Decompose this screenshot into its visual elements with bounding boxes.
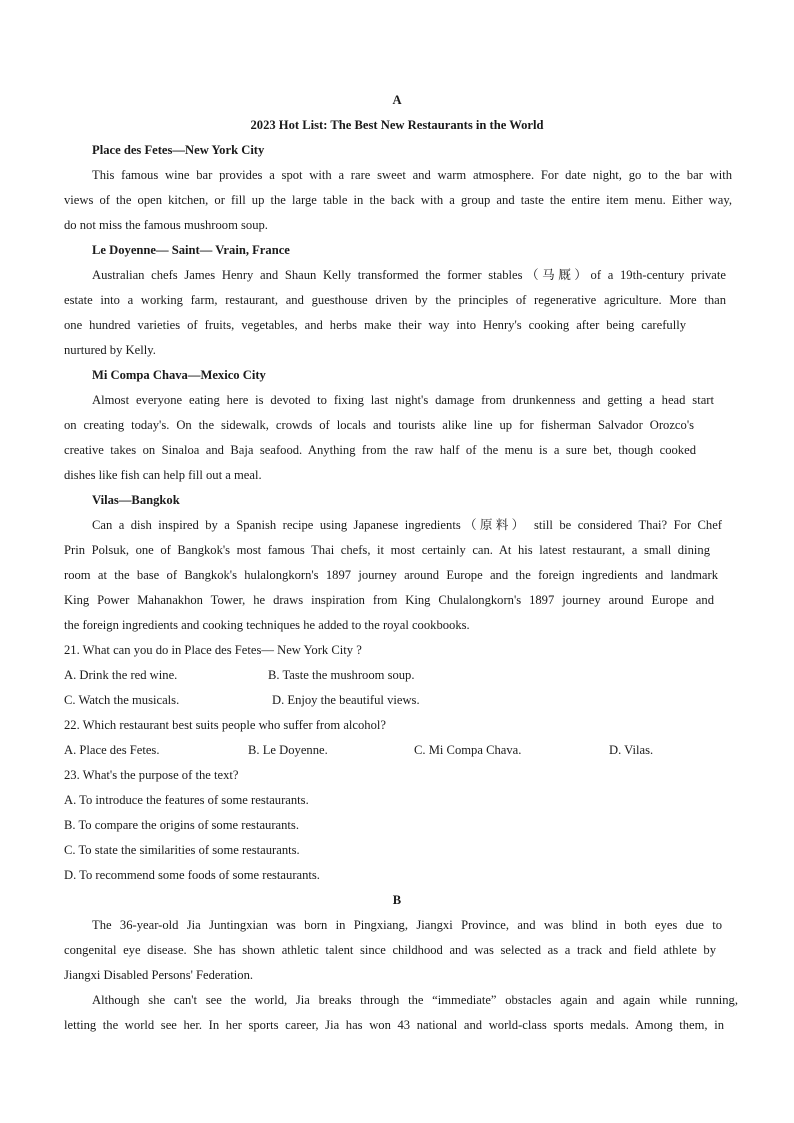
paragraph-line: letting the world see her. In her sports career, Jia has won 43 national and world-class sports medals. Among them, in — [64, 1018, 724, 1032]
paragraph-line: the foreign ingredients and cooking techniques he added to the royal cookbooks. — [64, 618, 470, 632]
answer-option[interactable]: D. To recommend some foods of some restaurants. — [64, 868, 320, 882]
answer-option[interactable]: B. Le Doyenne. — [248, 743, 328, 757]
answer-option[interactable]: C. Watch the musicals. — [64, 693, 180, 707]
paragraph-line: congenital eye disease. She has shown athletic talent since childhood and was selected as a track and field athlete by — [64, 943, 716, 957]
paragraph-line: King Power Mahanakhon Tower, he draws inspiration from King Chulalongkorn's 1897 journey around Europe and — [64, 593, 714, 607]
paragraph-line: on creating today's. On the sidewalk, crowds of locals and tourists alike line up for fisherman Salvador Orozco's — [64, 418, 694, 432]
paragraph-line: creative takes on Sinaloa and Baja seafood. Anything from the raw half of the menu is a sure bet, though cooked — [64, 443, 696, 457]
answer-option[interactable]: A. To introduce the features of some restaurants. — [64, 793, 309, 807]
paragraph-line: Although she can't see the world, Jia breaks through the “immediate” obstacles again and again while running, — [92, 993, 738, 1007]
answer-option[interactable]: B. To compare the origins of some restaurants. — [64, 818, 299, 832]
paragraph-line: Australian chefs James Henry and Shaun Kelly transformed the former stables（马厩）of a 19th-century private — [92, 268, 726, 282]
question-stem: 21. What can you do in Place des Fetes— New York City ? — [64, 643, 362, 657]
passage-a-label: A — [392, 93, 402, 107]
answer-option[interactable]: A. Drink the red wine. — [64, 668, 178, 682]
paragraph-line: nurtured by Kelly. — [64, 343, 156, 357]
section-heading: Place des Fetes—New York City — [92, 143, 265, 157]
section-heading: Le Doyenne— Saint— Vrain, France — [92, 243, 290, 257]
paragraph-line: one hundred varieties of fruits, vegetables, and herbs make their way into Henry's cooking after being carefully — [64, 318, 686, 332]
passage-a-title: 2023 Hot List: The Best New Restaurants in the World — [250, 118, 544, 132]
question-stem: 23. What's the purpose of the text? — [64, 768, 239, 782]
answer-option[interactable]: D. Vilas. — [609, 743, 654, 757]
paragraph-line: views of the open kitchen, or fill up the large table in the back with a group and taste the entire item menu. Either way, — [64, 193, 732, 207]
paragraph-line: Prin Polsuk, one of Bangkok's most famous Thai chefs, it most certainly can. At his latest restaurant, a small dining — [64, 543, 710, 557]
paragraph-line: This famous wine bar provides a spot with a rare sweet and warm atmosphere. For date night, go to the bar with — [92, 168, 732, 182]
passage-b-label: B — [392, 893, 402, 907]
answer-option[interactable]: A. Place des Fetes. — [64, 743, 160, 757]
paragraph-line: room at the base of Bangkok's hulalongkorn's 1897 journey around Europe and the foreign ingredients and landmark — [64, 568, 718, 582]
answer-option[interactable]: B. Taste the mushroom soup. — [268, 668, 415, 682]
answer-option[interactable]: C. To state the similarities of some restaurants. — [64, 843, 300, 857]
answer-option[interactable]: D. Enjoy the beautiful views. — [272, 693, 420, 707]
paragraph-line: Almost everyone eating here is devoted to fixing last night's damage from drunkenness and getting a head start — [92, 393, 714, 407]
answer-option[interactable]: C. Mi Compa Chava. — [414, 743, 522, 757]
section-heading: Vilas—Bangkok — [92, 493, 180, 507]
question-stem: 22. Which restaurant best suits people who suffer from alcohol? — [64, 718, 386, 732]
paragraph-line: The 36-year-old Jia Juntingxian was born in Pingxiang, Jiangxi Province, and was blind in both eyes due to — [92, 918, 722, 932]
paragraph-line: Jiangxi Disabled Persons' Federation. — [64, 968, 254, 982]
paragraph-line: do not miss the famous mushroom soup. — [64, 218, 268, 232]
section-heading: Mi Compa Chava—Mexico City — [92, 368, 266, 382]
paragraph-line: dishes like fish can help fill out a meal. — [64, 468, 262, 482]
paragraph-line: Can a dish inspired by a Spanish recipe using Japanese ingredients（原料） still be considered Thai? For Chef — [92, 518, 722, 532]
paragraph-line: estate into a working farm, restaurant, and guesthouse driven by the principles of regenerative agriculture. More than — [64, 293, 726, 307]
